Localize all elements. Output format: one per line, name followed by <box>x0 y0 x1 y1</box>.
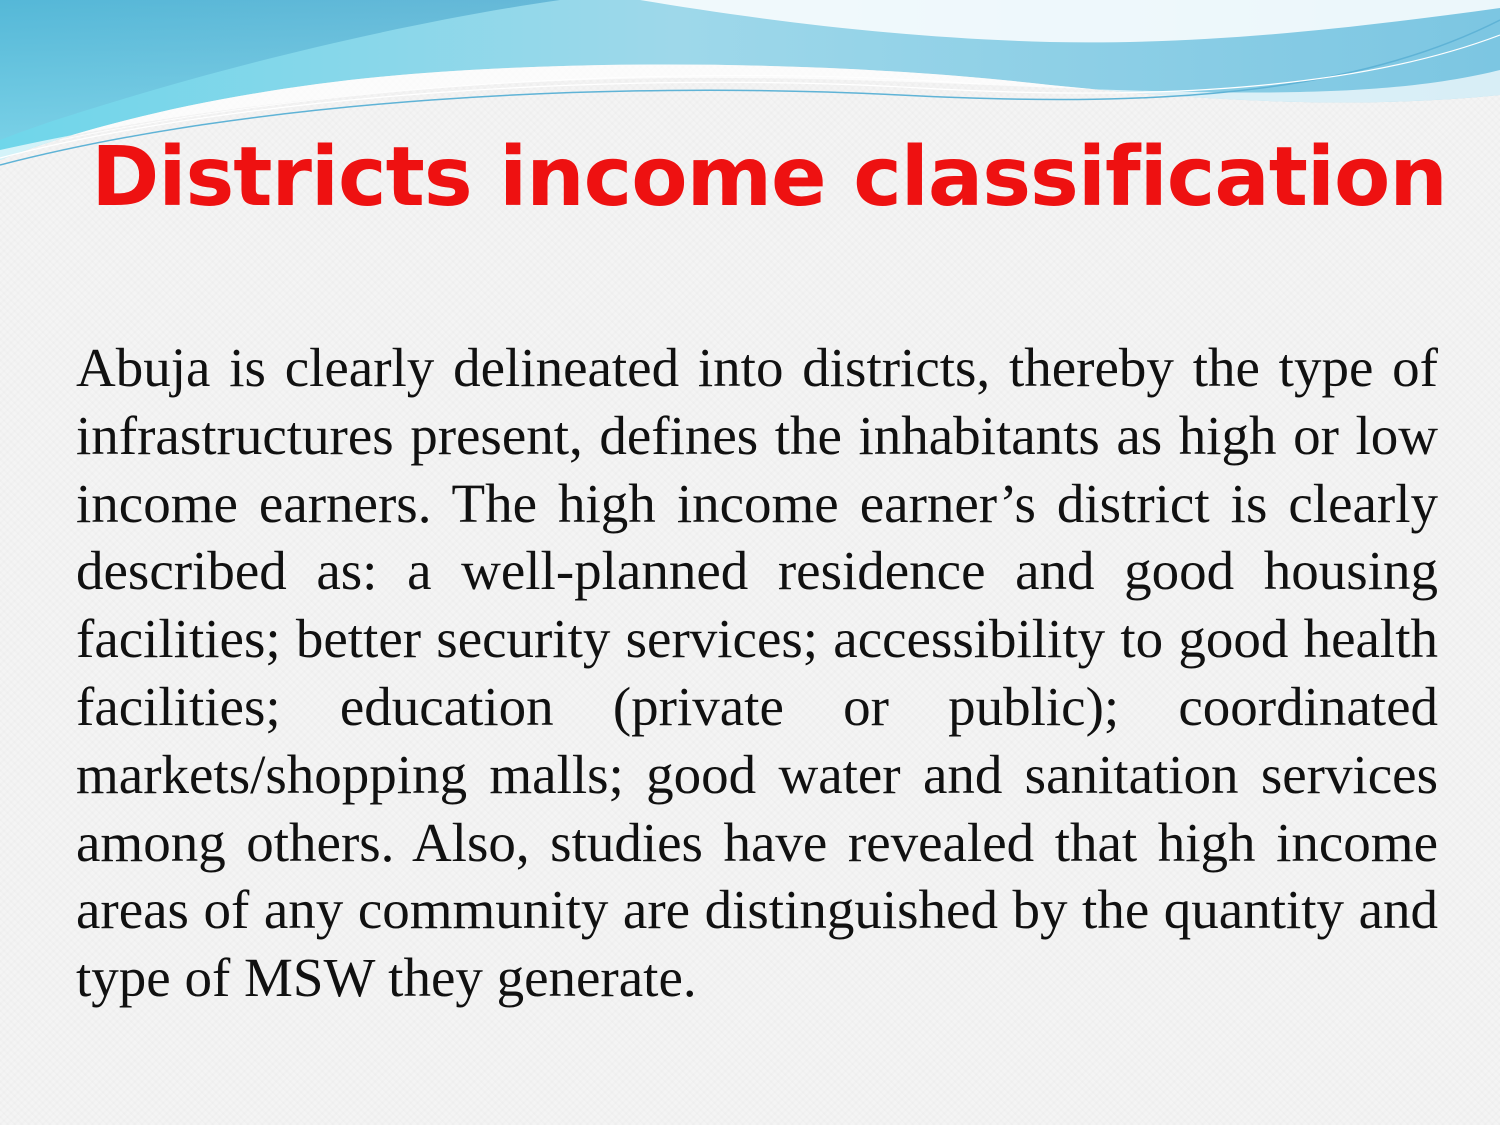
slide-title: Districts income classification <box>91 130 1447 225</box>
slide-body-text: Abuja is clearly delineated into districts, thereby the type of infrastructures present, defines the inhabitants as high or low income earners. The high income earner’s district is clearly described as: a well-planned residence and good housing facilities; better security services; accessibility to good health facilities; education (private or public); coordinated markets/shopping malls; good water and sanitation services among others. Also, studies have revealed that high income areas of any community are distinguished by the quantity and type of MSW they generate. <box>76 337 1438 1009</box>
